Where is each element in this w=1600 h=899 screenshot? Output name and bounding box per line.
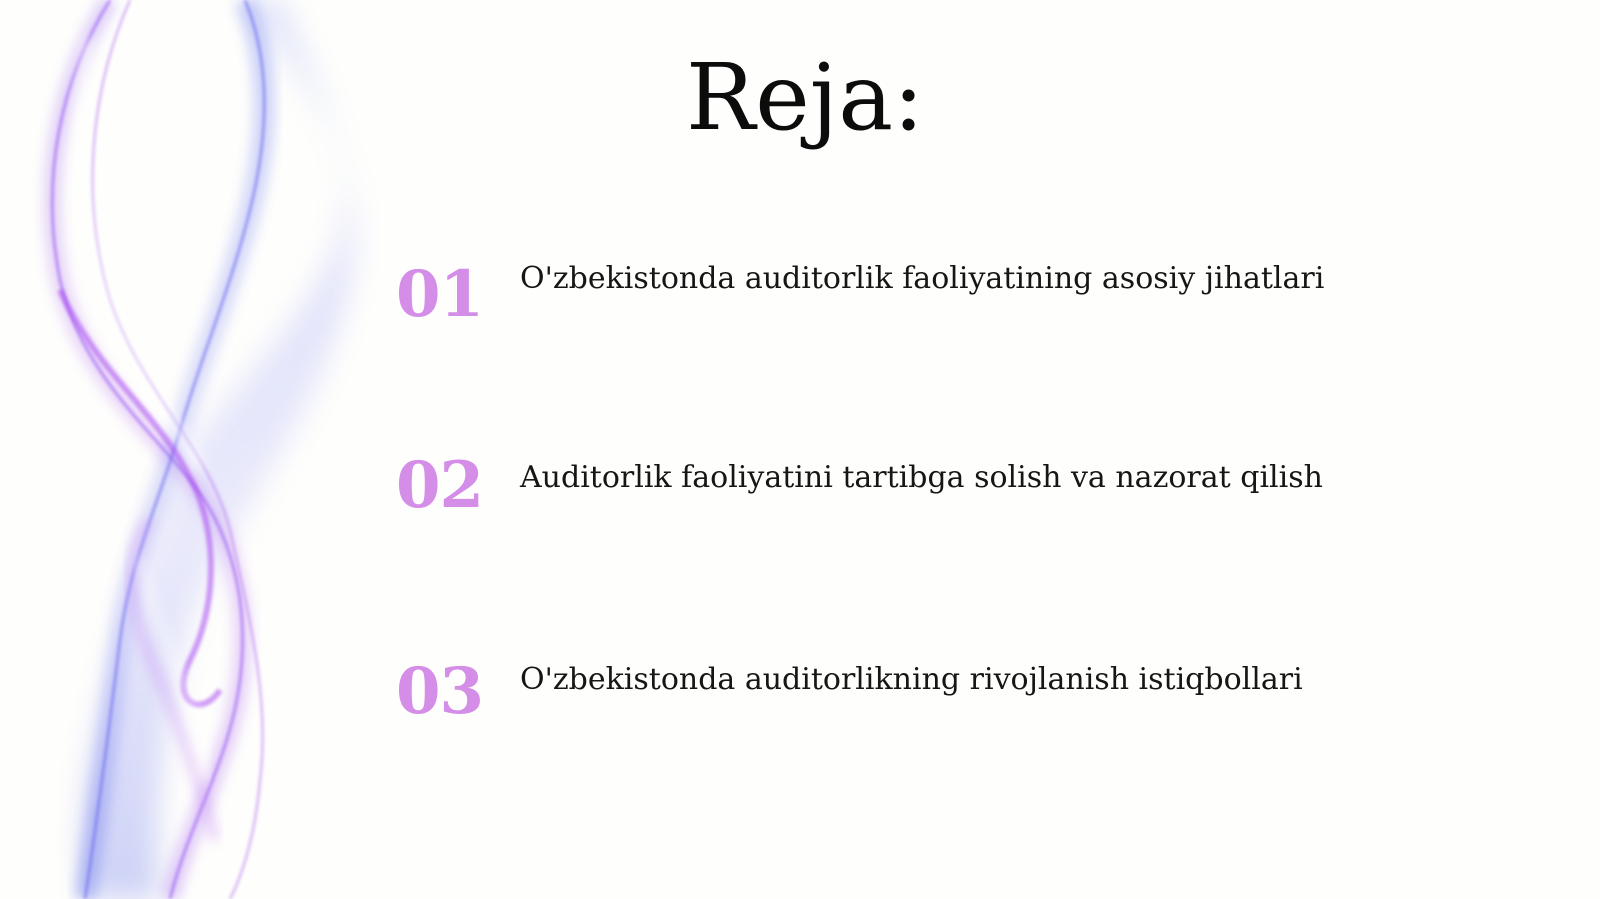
agenda-item-text: O'zbekistonda auditorlik faoliyatining asosiy jihatlari <box>520 261 1325 296</box>
agenda-item-number: 02 <box>396 448 484 523</box>
agenda-item <box>0 652 1600 732</box>
agenda-item-text: Auditorlik faoliyatini tartibga solish va nazorat qilish <box>520 460 1323 495</box>
agenda-item-text: O'zbekistonda auditorlikning rivojlanish istiqbollari <box>520 662 1303 697</box>
agenda-item <box>0 446 1600 526</box>
agenda-item <box>0 255 1600 335</box>
slide-title: Reja: <box>685 44 925 151</box>
agenda-item-number: 03 <box>396 654 484 729</box>
agenda-item-number: 01 <box>396 257 484 332</box>
